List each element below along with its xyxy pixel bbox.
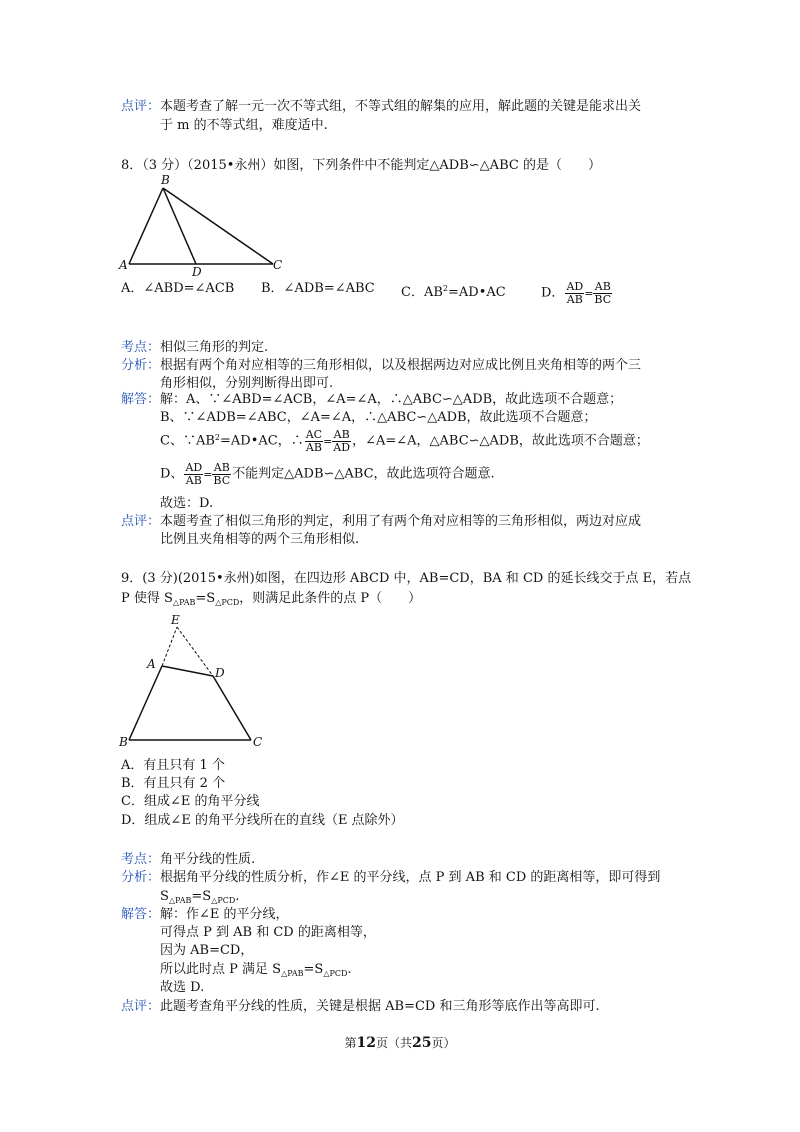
page-number: 12 xyxy=(356,1035,376,1051)
q9-figure xyxy=(115,612,275,752)
label-a: A xyxy=(119,258,128,272)
prev-review-line-1 xyxy=(121,98,641,116)
side-ad xyxy=(162,666,213,676)
extension-ae xyxy=(162,627,177,666)
q8-figure xyxy=(115,172,295,277)
q9-dianping: 点评：此题考查角平分线的性质，关键是根据 AB=CD 和三角形等底作出等高即可. xyxy=(121,999,600,1014)
q8-jieda-3: C、$\because AB^2=AD•AC$，∴ $\frac{AC}{AB}$ = $\frac{AB}{AD}$ ，∠A=∠A，△ABC∽△ADB，故此选项不合题意； xyxy=(160,428,649,454)
q8-jieda-5: 故选：D. xyxy=(160,496,214,511)
label-c: C xyxy=(253,735,263,749)
q8-option-a: A．∠ABD=∠ACB xyxy=(121,281,235,296)
fraction-ab-bc: $\frac{AB}{BC}$ xyxy=(213,461,231,487)
fraction-ad-ab: $\frac{AD}{AB}$ xyxy=(566,280,584,306)
q8-stem: 8．（3 分）（2015•永州）如图，下列条件中不能判定△ADB∽△ABC 的是（ ） xyxy=(121,158,601,173)
q9-kaodian: 考点：角平分线的性质. xyxy=(121,852,256,867)
fraction-ac-ab: $\frac{AC}{AB}$ xyxy=(305,428,323,454)
prev-review-line-2: 于 m 的不等式组，难度适中. xyxy=(160,118,328,133)
q8-dianping-2: 比例且夹角相等的两个三角形相似. xyxy=(160,532,360,547)
fraction-ab-bc: $\frac{AB}{BC}$ xyxy=(594,280,612,306)
q8-fenxi-2: 角形相似，分别判断得出即可. xyxy=(160,376,334,391)
q9-stem-2: P 使得 $S_{\triangle PAB}=S_{\triangle PCD}$，则满足此条件的点 P（ ） xyxy=(121,591,422,607)
q9-jieda-3: 因为 AB=CD， xyxy=(160,943,254,958)
side-dc xyxy=(213,676,251,740)
q8-fenxi-1: 分析：根据有两个角对应相等的三角形相似，以及根据两边对应成比例且夹角相等的两个三 xyxy=(121,358,642,373)
q9-fenxi-2: $S_{\triangle PAB}=S_{\triangle PCD}$. xyxy=(160,889,240,905)
label-a: A xyxy=(147,657,156,671)
q9-option-a: A．有且只有 1 个 xyxy=(121,758,225,773)
q9-option-b: B．有且只有 2 个 xyxy=(121,776,226,791)
q9-jieda-1: 解答：解：作∠E 的平分线， xyxy=(121,907,289,922)
q8-option-b: B．∠ADB=∠ABC xyxy=(261,281,375,296)
q9-option-c: C．组成∠E 的角平分线 xyxy=(121,794,260,809)
q9-fenxi-1: 分析：根据角平分线的性质分析，作∠E 的平分线，点 P 到 AB 和 CD 的距离相等，即可得到 xyxy=(121,870,661,885)
q8-jieda-2: B、∵∠ADB=∠ABC，∠A=∠A，∴△ABC∽△ADB，故此选项不合题意； xyxy=(160,410,597,425)
label-b: B xyxy=(161,173,170,187)
side-ab xyxy=(129,666,162,740)
q8-kaodian: 考点：相似三角形的判定. xyxy=(121,340,269,355)
side-ab xyxy=(129,188,163,264)
page-total: 25 xyxy=(412,1035,432,1051)
fraction-ab-ad: $\frac{AB}{AD}$ xyxy=(333,428,351,454)
label-d: D xyxy=(215,666,225,680)
page-footer: 第12页（共25页） xyxy=(344,1035,456,1051)
label-e: E xyxy=(171,613,180,627)
review-label: 点评： xyxy=(121,99,161,114)
q8-dianping-1: 点评：本题考查了相似三角形的判定，利用了有两个角对应相等的三角形相似，两边对应成 xyxy=(121,514,642,529)
q9-option-d: D．组成∠E 的角平分线所在的直线（E 点除外） xyxy=(121,813,404,828)
fraction-ad-ab: $\frac{AD}{AB}$ xyxy=(185,461,203,487)
q9-stem-1: 9．(3 分)(2015•永州)如图，在四边形 ABCD 中，AB=CD，BA 和 CD 的延长线交于点 E，若点 xyxy=(121,571,692,586)
label-c: C xyxy=(273,258,283,272)
label-d: D xyxy=(192,265,202,277)
q8-option-c: C．$AB^2=AD•AC$ xyxy=(401,284,506,300)
q9-jieda-2: 可得点 P 到 AB 和 CD 的距离相等， xyxy=(160,925,376,940)
q9-jieda-5: 故选 D. xyxy=(160,980,205,995)
label-b: B xyxy=(119,735,128,749)
review-text: 本题考查了解一元一次不等式组，不等式组的解集的应用，解此题的关键是能求出关 xyxy=(160,99,642,114)
q8-jieda-4: D、 $\frac{AD}{AB}$ = $\frac{AB}{BC}$ 不能判定△ADB∽△ABC，故此选项符合题意. xyxy=(160,461,495,487)
q8-jieda-1: 解答：解：A、∵∠ABD=∠ACB，∠A=∠A，∴△ABC∽△ADB，故此选项不合题意； xyxy=(121,392,623,407)
extension-de xyxy=(177,627,213,676)
q8-option-d: D． $\frac{AD}{AB}$ = $\frac{AB}{BC}$ xyxy=(541,280,612,306)
q9-jieda-4: 所以此时点 P 满足 $S_{\triangle PAB}=S_{\triangle PCD}$. xyxy=(160,962,352,978)
